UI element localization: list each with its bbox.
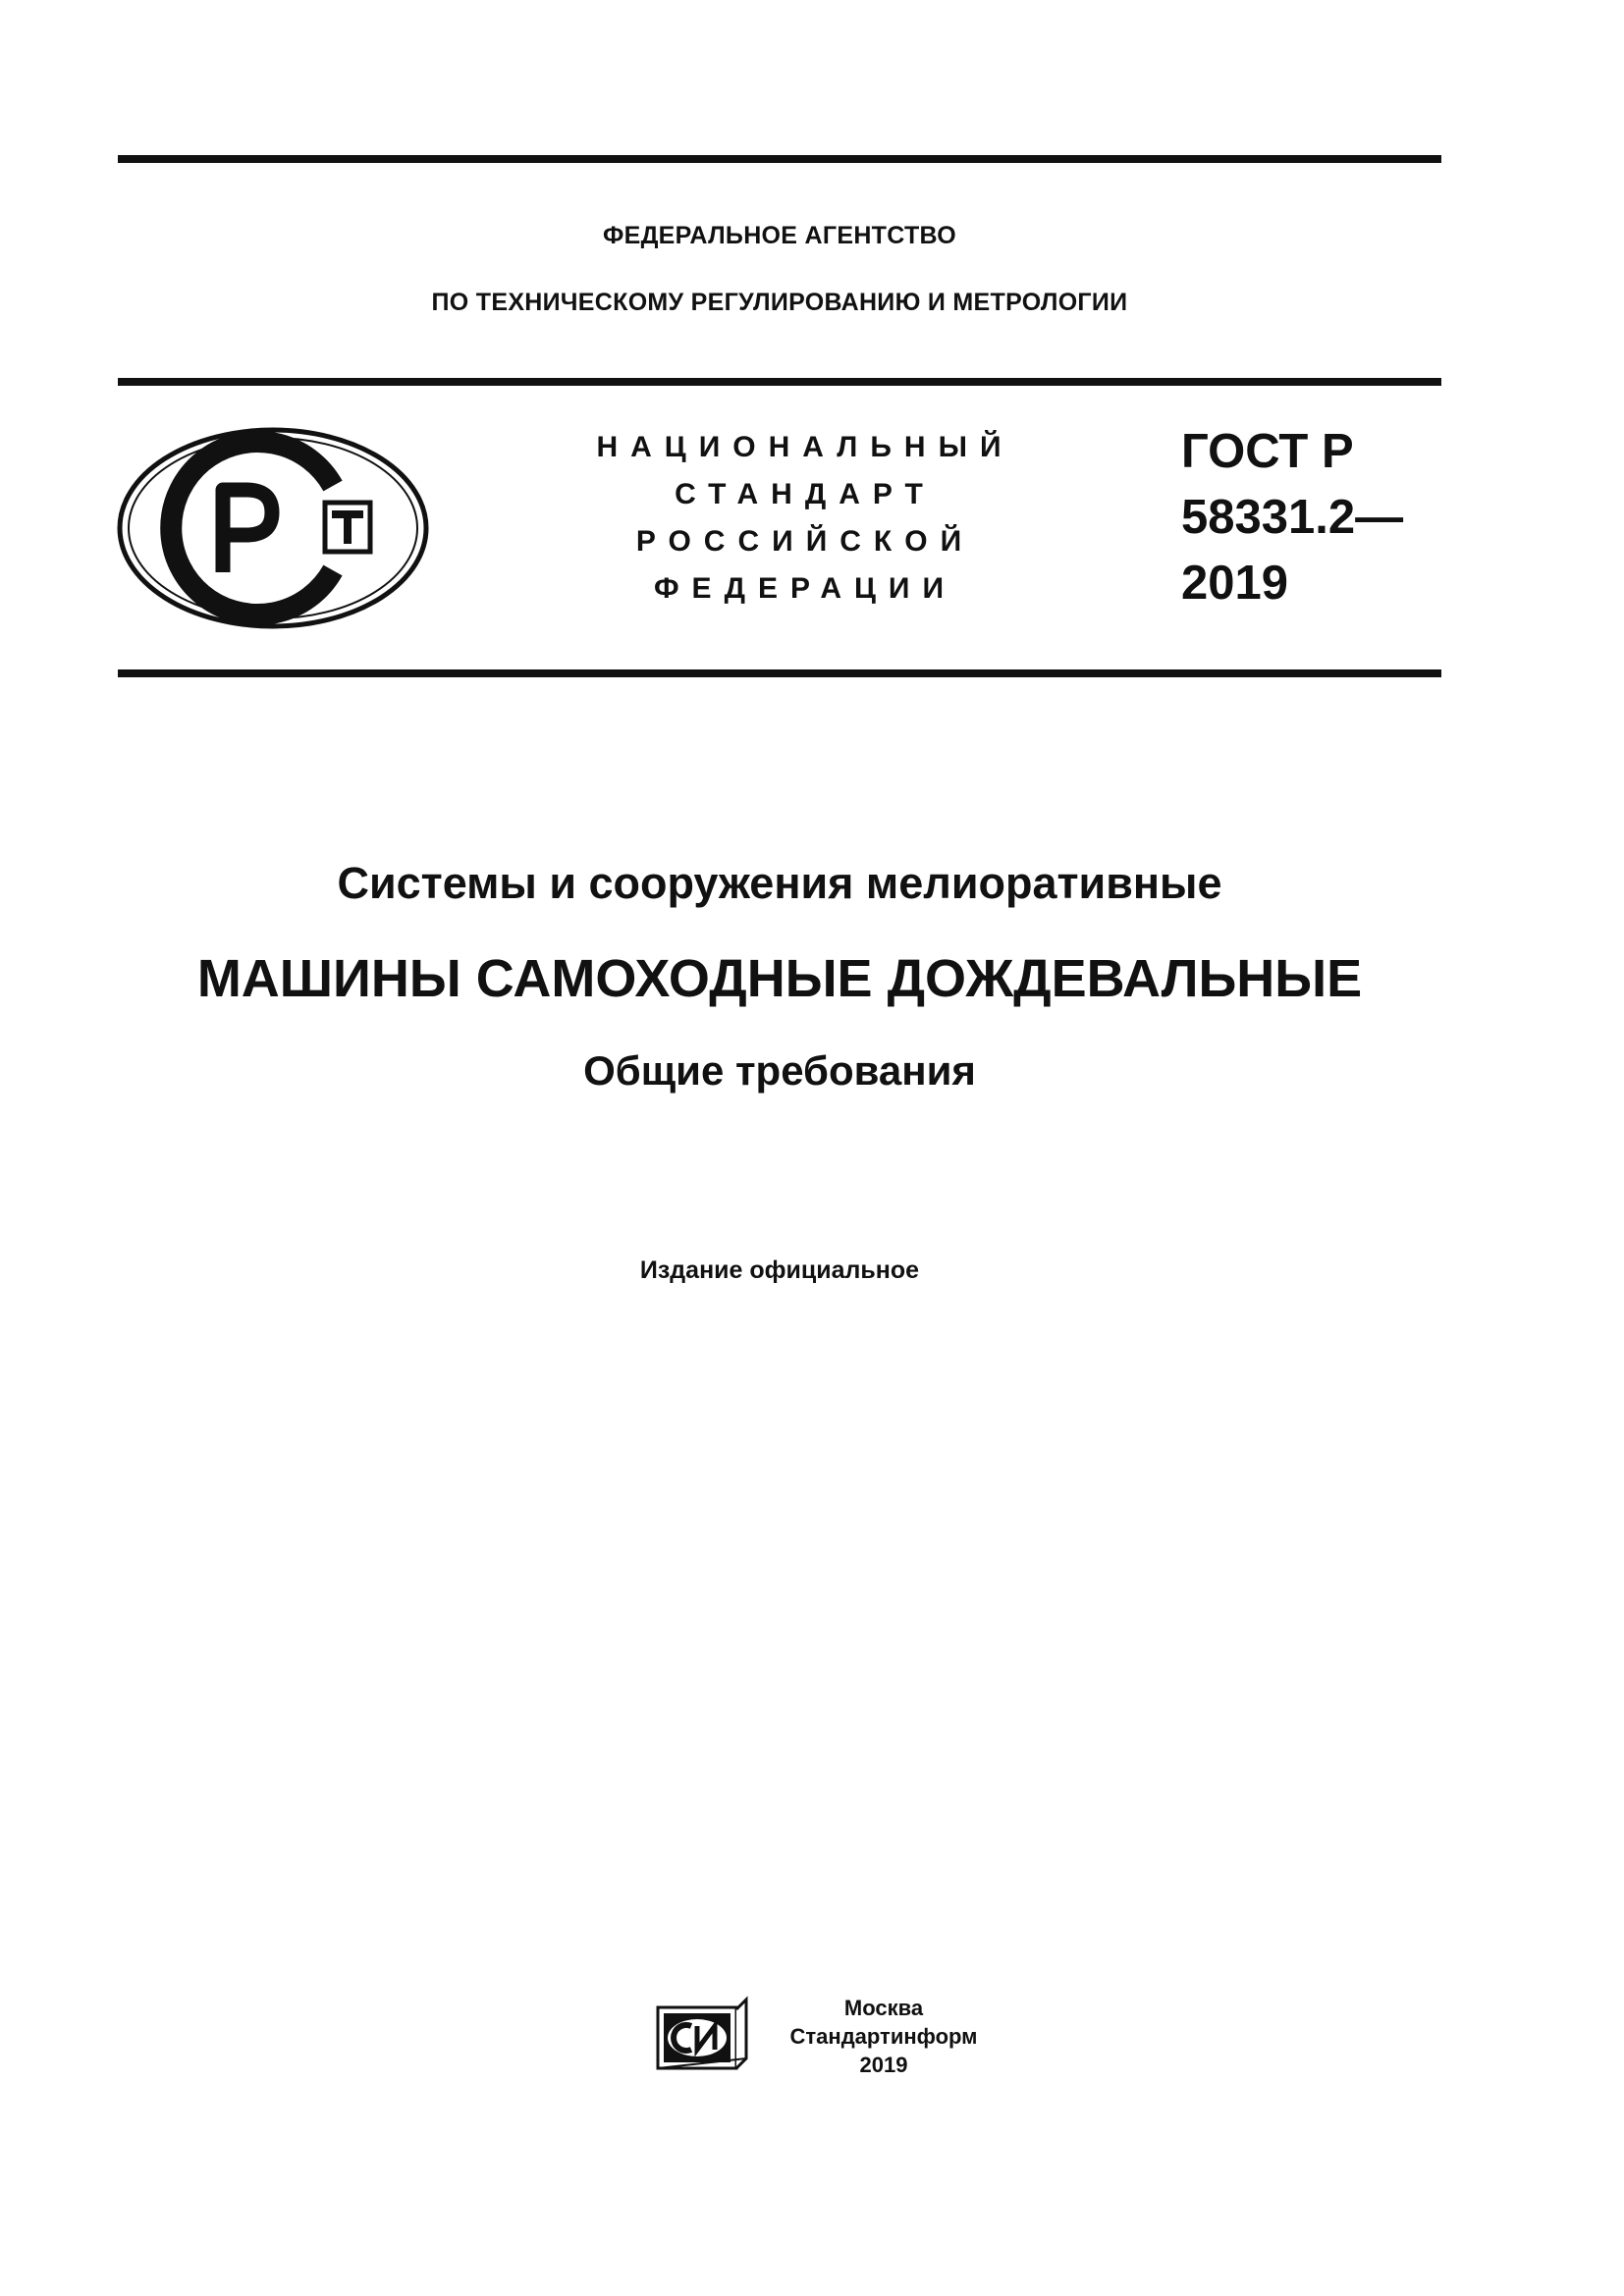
standard-type-line: СТАНДАРТ	[675, 478, 936, 510]
header-rule	[118, 378, 1441, 386]
publisher-block	[776, 1994, 992, 2079]
standard-type-line: РОССИЙСКОЙ	[635, 525, 975, 558]
edition-label: Издание официальное	[639, 1256, 920, 1284]
gost-number	[1181, 419, 1403, 616]
top-rule	[118, 155, 1441, 163]
document-title-category: Системы и сооружения мелиоративные	[337, 858, 1222, 908]
gost-number-line: 2019	[1181, 557, 1289, 610]
standard-type-block	[550, 424, 1060, 613]
document-title-main: МАШИНЫ САМОХОДНЫЕ ДОЖДЕВАЛЬНЫЕ	[196, 949, 1363, 1008]
standard-type-line: ФЕДЕРАЦИИ	[653, 572, 957, 605]
document-title-subtitle: Общие требования	[583, 1047, 976, 1094]
publisher-city: Москва	[843, 1996, 924, 2020]
gost-number-line: ГОСТ Р	[1181, 425, 1354, 478]
header-bottom-rule	[118, 669, 1441, 677]
gost-r-logo-icon	[115, 425, 431, 631]
publisher-year: 2019	[859, 2053, 908, 2077]
agency-name-line2: ПО ТЕХНИЧЕСКОМУ РЕГУЛИРОВАНИЮ И МЕТРОЛОГИИ	[431, 289, 1128, 316]
gost-number-line: 58331.2—	[1181, 491, 1404, 544]
publisher-name: Стандартинформ	[789, 2024, 978, 2049]
standard-type-line: НАЦИОНАЛЬНЫЙ	[596, 431, 1014, 463]
agency-name-line1: ФЕДЕРАЛЬНОЕ АГЕНТСТВО	[602, 222, 957, 249]
standartinform-logo-icon	[656, 1996, 750, 2072]
